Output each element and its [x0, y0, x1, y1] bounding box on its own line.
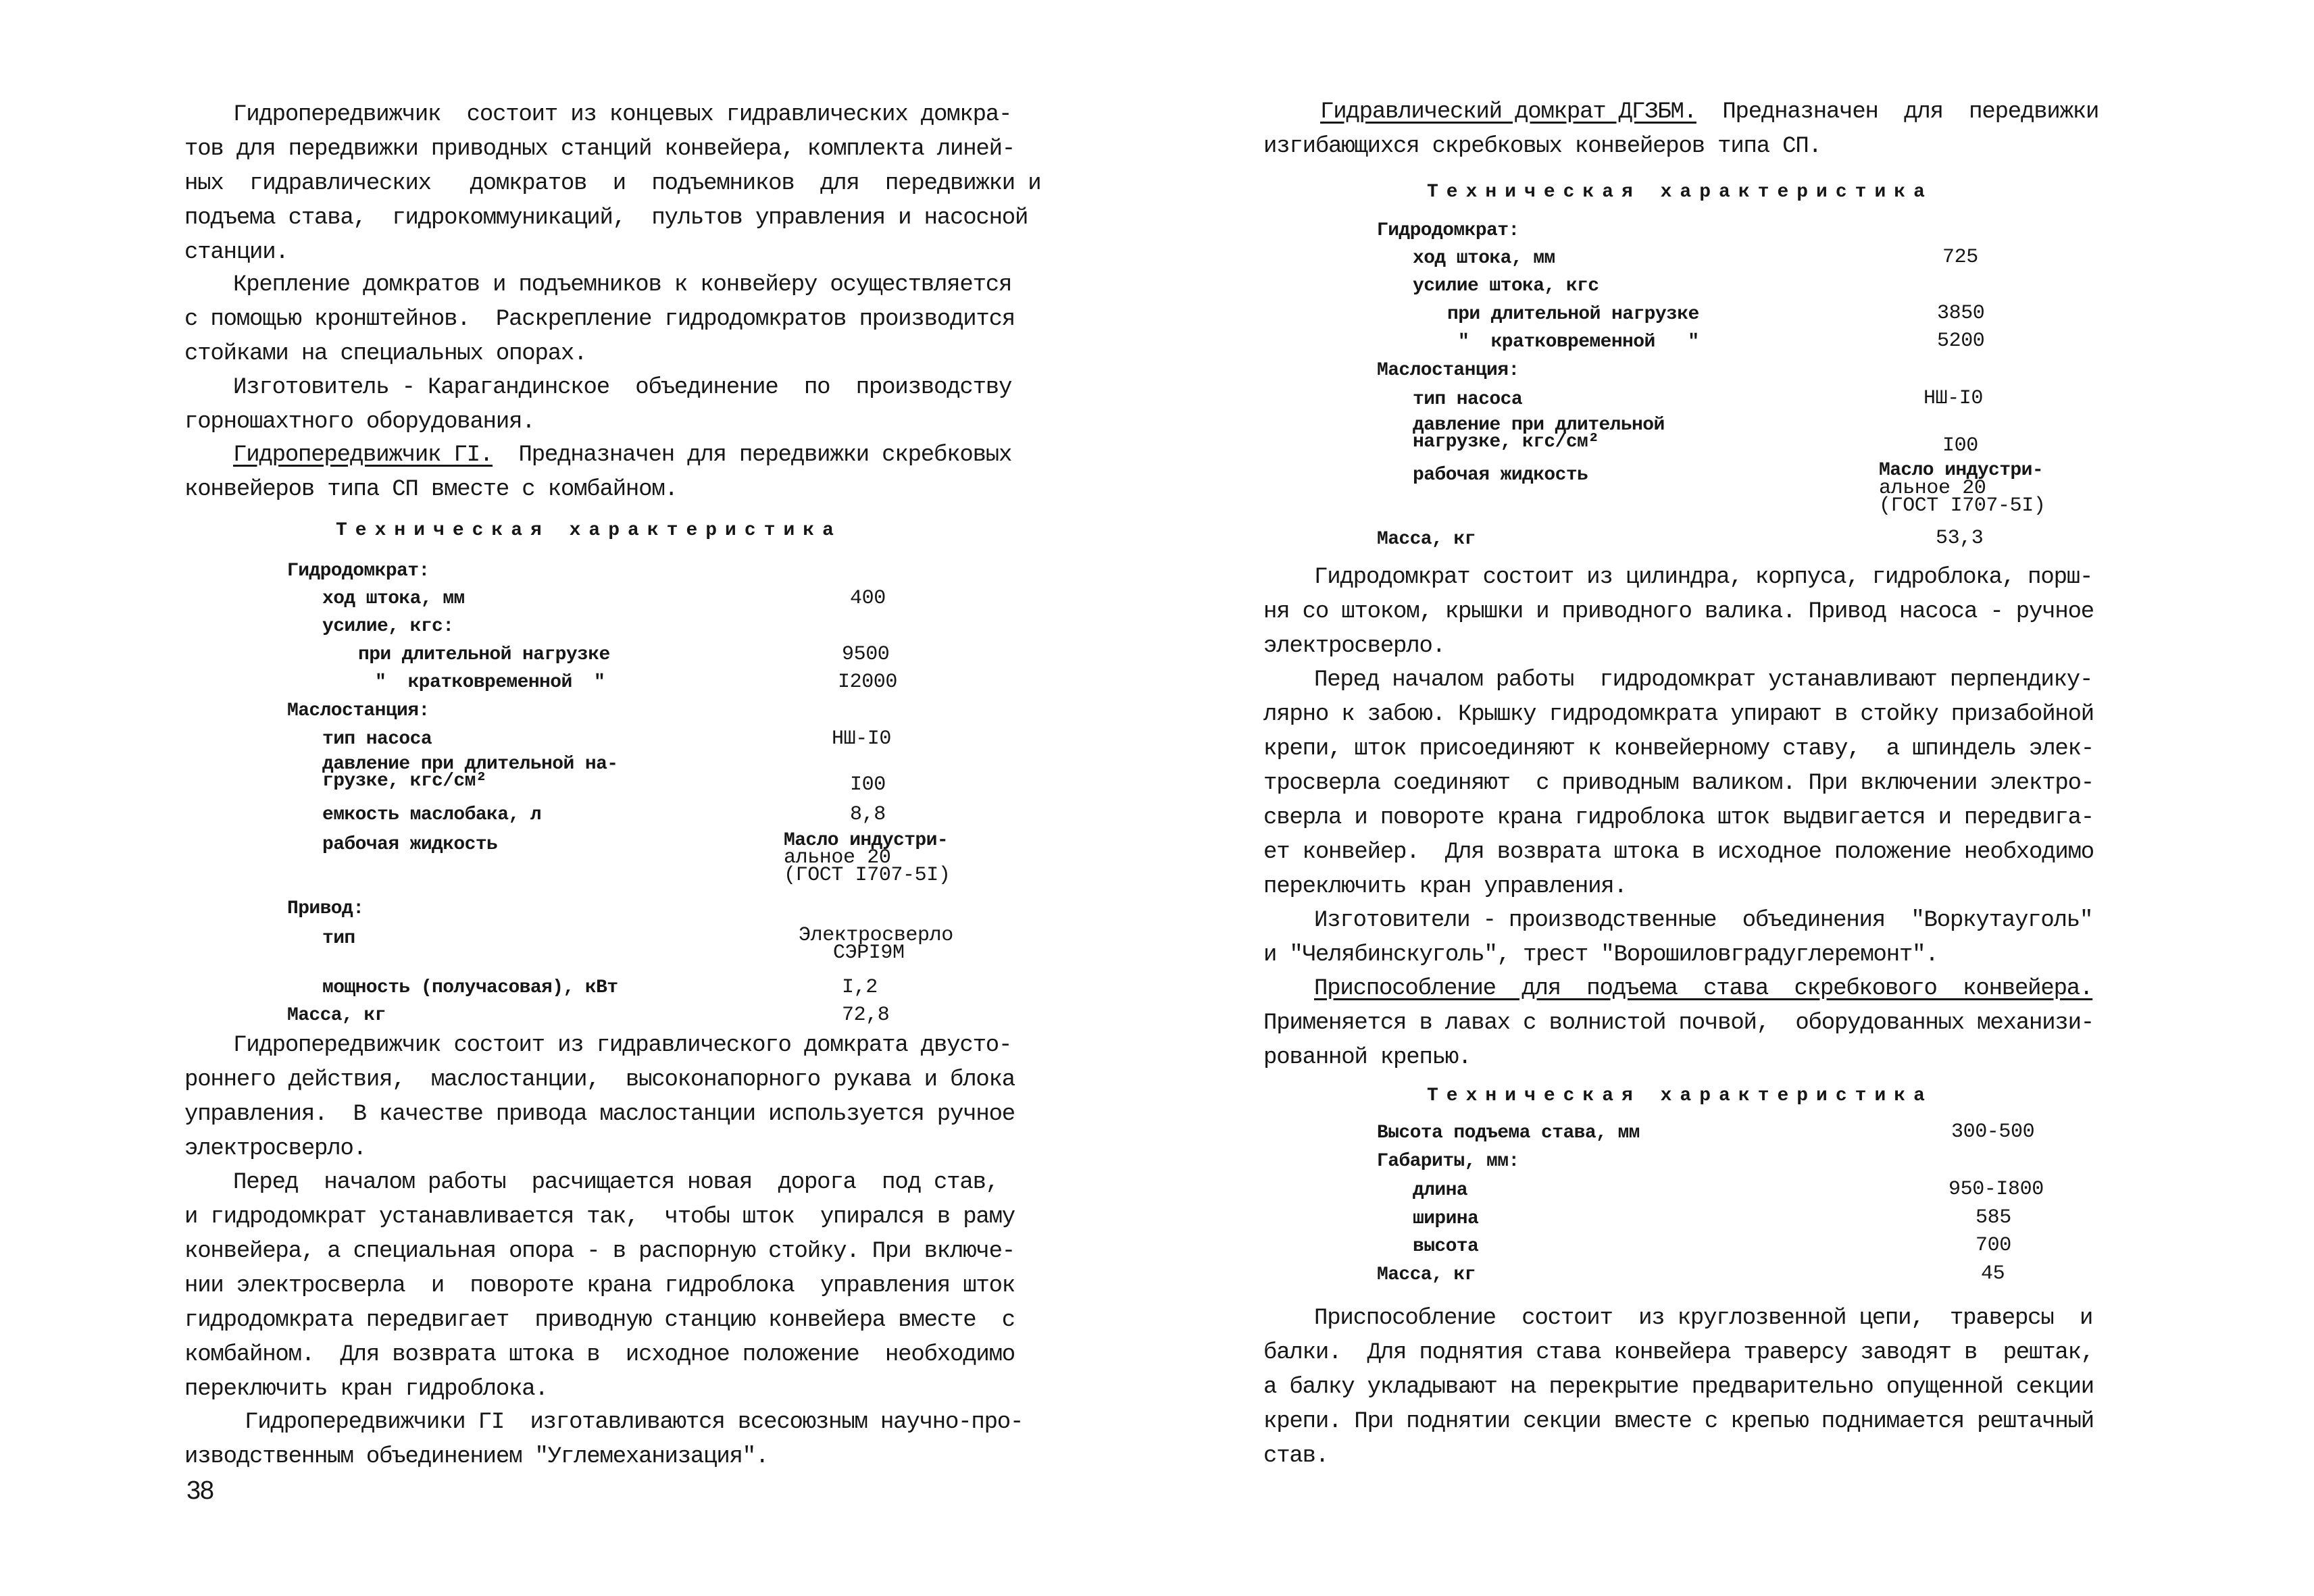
spec-value: 300-500: [1951, 1121, 2035, 1143]
text-line: и "Челябинскуголь", трест "Ворошиловградуглеремонт".: [1263, 942, 1938, 968]
spec-group-label: Маслостанция:: [287, 700, 430, 721]
text-line: и гидродомкрат устанавливается так, чтобы шток упирался в раму: [184, 1204, 1015, 1230]
spec-value: 950-I800: [1948, 1178, 2044, 1201]
spec-label: давление при длительной: [1413, 415, 1665, 436]
spec-label: Масса, кг: [287, 1005, 386, 1026]
spec-value: (ГОСТ I707-5I): [1879, 494, 2046, 517]
spec-value: 725: [1942, 246, 1978, 269]
spec-label: высота: [1413, 1236, 1479, 1257]
spec-value: 45: [1981, 1262, 2005, 1285]
text-line: горношахтного оборудования.: [184, 409, 535, 435]
text-line: изводственным объединением "Углемеханизация".: [184, 1444, 769, 1470]
text-line: Перед началом работы гидродомкрат устанавливают перпендику-: [1314, 667, 2093, 693]
spec-value: 585: [1976, 1206, 2011, 1229]
spec-value: 5200: [1937, 330, 1985, 353]
text-line: станции.: [184, 240, 288, 265]
text-line: Гидропередвижчики ГI изготавливаются всесоюзным научно-про-: [245, 1410, 1024, 1435]
dgzbm-description: Предназначен для передвижки: [1696, 99, 2099, 125]
spec-value: НШ-I0: [832, 727, 892, 750]
text-line: электросверло.: [184, 1136, 366, 1162]
spec-heading: Техническая характеристика: [336, 520, 842, 541]
spec-value: НШ-I0: [1923, 387, 1984, 410]
text-line: Гидропередвижчик состоит из гидравлического домкрата двусто-: [233, 1033, 1012, 1058]
spec-group-label: Гидродомкрат:: [1377, 220, 1519, 241]
spec-value: 400: [850, 587, 886, 610]
text-line: Гидропередвижчик состоит из концевых гидравлических домкра-: [233, 102, 1012, 128]
text-line: Приспособление состоит из круглозвенной цепи, траверсы и: [1314, 1306, 2093, 1331]
text-line: а балку укладывают на перекрытие предварительно опущенной секции: [1263, 1374, 2094, 1400]
text-line: крепи, шток присоединяют к конвейерному ставу, а шпиндель элек-: [1263, 736, 2094, 762]
spec-label: грузке, кгс/см²: [322, 771, 487, 792]
spec-value: I00: [850, 773, 886, 796]
spec-group-label: Маслостанция:: [1377, 360, 1519, 381]
spec-label: мощность (получасовая), кВт: [322, 977, 618, 998]
text-line: Применяется в лавах с волнистой почвой, оборудованных механизи-: [1263, 1010, 2094, 1036]
spec-value: Электросверло: [799, 924, 953, 947]
text-line: изгибающихся скребковых конвейеров типа СП.: [1263, 134, 1821, 159]
text-line: переключить кран управления.: [1263, 874, 1627, 900]
spec-label: ход штока, мм: [1413, 248, 1555, 269]
spec-value: I2000: [838, 671, 898, 694]
spec-group-label: Габариты, мм:: [1377, 1151, 1519, 1172]
spec-value: 9500: [842, 643, 890, 666]
spec-label: тип: [322, 928, 355, 949]
spec-value: альное 20: [1879, 477, 1986, 500]
spec-value: 72,8: [842, 1004, 890, 1027]
text-line: рованной крепью.: [1263, 1045, 1472, 1071]
text-line: Перед началом работы расчищается новая дорога под став,: [233, 1170, 999, 1195]
spec-label: при длительной нагрузке: [358, 644, 610, 665]
spec-label: длина: [1413, 1180, 1468, 1201]
spec-value: Масло индустри-: [1879, 460, 2044, 481]
spec-heading: Техническая характеристика: [1427, 1085, 1933, 1106]
text-line: ет конвейер. Для возврата штока в исходное положение необходимо: [1263, 840, 2094, 865]
spec-label: рабочая жидкость: [1413, 465, 1588, 486]
text-line: сверла и повороте крана гидроблока шток выдвигается и передвига-: [1263, 805, 2094, 831]
spec-value: альное 20: [784, 846, 891, 869]
spec-group-label: Гидродомкрат:: [287, 561, 430, 582]
text-line: нии электросверла и повороте крана гидроблока управления шток: [184, 1273, 1015, 1299]
text-line: с помощью кронштейнов. Раскрепление гидродомкратов производится: [184, 307, 1015, 332]
spec-value: 3850: [1937, 302, 1985, 325]
spec-label: усилие штока, кгс: [1413, 276, 1599, 297]
spec-value: 8,8: [850, 803, 886, 826]
spec-label: тип насоса: [1413, 389, 1523, 410]
spec-label: " кратковременной ": [375, 672, 605, 693]
text-line: Изготовители - производственные объединения "Воркутауголь": [1314, 908, 2093, 933]
spec-value: 53,3: [1936, 527, 1984, 550]
spec-label: ход штока, мм: [322, 588, 465, 609]
text-line: став.: [1263, 1443, 1329, 1469]
spec-label: емкость маслобака, л: [322, 804, 542, 825]
spec-label: Высота подъема става, мм: [1377, 1123, 1640, 1143]
text-line: ня со штоком, крышки и приводного валика. Привод насоса - ручное: [1263, 599, 2094, 625]
text-line: балки. Для поднятия става конвейера траверсу заводят в рештак,: [1263, 1340, 2094, 1366]
spec-heading: Техническая характеристика: [1427, 182, 1933, 203]
spec-label: давление при длительной на-: [322, 754, 618, 775]
text-line: роннего действия, маслостанции, высоконапорного рукава и блока: [184, 1067, 1015, 1093]
spec-label: тип насоса: [322, 729, 432, 750]
lift-title: Приспособление для подъема става скребкового конвейера.: [1314, 976, 2093, 1002]
text-line: лярно к забою. Крышку гидродомкрата упирают в стойку призабойной: [1263, 702, 2094, 727]
spec-label: ширина: [1413, 1208, 1479, 1229]
text-line: тросверла соединяют с приводным валиком. При включении электро-: [1263, 771, 2094, 796]
text-line: управления. В качестве привода маслостанции используется ручное: [184, 1102, 1015, 1127]
text-line: стойками на специальных опорах.: [184, 341, 587, 367]
text-line: гидродомкрата передвигает приводную станцию конвейера вместе с: [184, 1308, 1015, 1333]
text-line: конвейера, а специальная опора - в распорную стойку. При включе-: [184, 1239, 1015, 1264]
text-line: Крепление домкратов и подъемников к конвейеру осуществляется: [233, 272, 1012, 298]
spec-label: рабочая жидкость: [322, 834, 498, 855]
g1-description: Предназначен для передвижки скребковых: [493, 442, 1012, 468]
spec-label: нагрузке, кгс/см²: [1413, 432, 1599, 453]
spec-label: " кратковременной ": [1458, 332, 1699, 353]
g1-title-line: [233, 442, 1011, 469]
text-line: тов для передвижки приводных станций конвейера, комплекта линей-: [184, 136, 1015, 162]
spec-label: Масса, кг: [1377, 1264, 1476, 1285]
text-line: подъема става, гидрокоммуникаций, пультов управления и насосной: [184, 205, 1028, 231]
spec-label: усилие, кгс:: [322, 616, 454, 637]
g1-title: Гидропередвижчик ГI.: [233, 442, 493, 468]
spec-value: 700: [1976, 1234, 2011, 1257]
dgzbm-title-line: [1320, 99, 2098, 126]
spec-label: при длительной нагрузке: [1447, 304, 1699, 325]
text-line: Гидродомкрат состоит из цилиндра, корпуса, гидроблока, порш-: [1314, 565, 2093, 590]
text-line: конвейеров типа СП вместе с комбайном.: [184, 477, 678, 503]
right-page: [1157, 0, 2314, 1596]
text-line: Изготовитель - Карагандинское объединение по производству: [233, 375, 1012, 401]
text-line: крепи. При поднятии секции вместе с крепью поднимается рештачный: [1263, 1409, 2094, 1435]
text-line: ных гидравлических домкратов и подъемников для передвижки и: [184, 171, 1041, 197]
text-line: комбайном. Для возврата штока в исходное положение необходимо: [184, 1342, 1015, 1368]
text-line: переключить кран гидроблока.: [184, 1376, 548, 1402]
dgzbm-title: Гидравлический домкрат ДГЗБМ.: [1320, 99, 1696, 125]
spec-value: I00: [1942, 434, 1978, 457]
spec-group-label: Привод:: [287, 898, 364, 919]
page-number: 38: [186, 1476, 213, 1505]
spec-value: Масло индустри-: [784, 830, 949, 851]
text-line: электросверло.: [1263, 634, 1445, 659]
spec-value: (ГОСТ I707-5I): [784, 864, 951, 887]
spec-label: Масса, кг: [1377, 529, 1476, 550]
spec-value: I,2: [842, 976, 878, 999]
spec-value: СЭРI9М: [833, 942, 905, 964]
